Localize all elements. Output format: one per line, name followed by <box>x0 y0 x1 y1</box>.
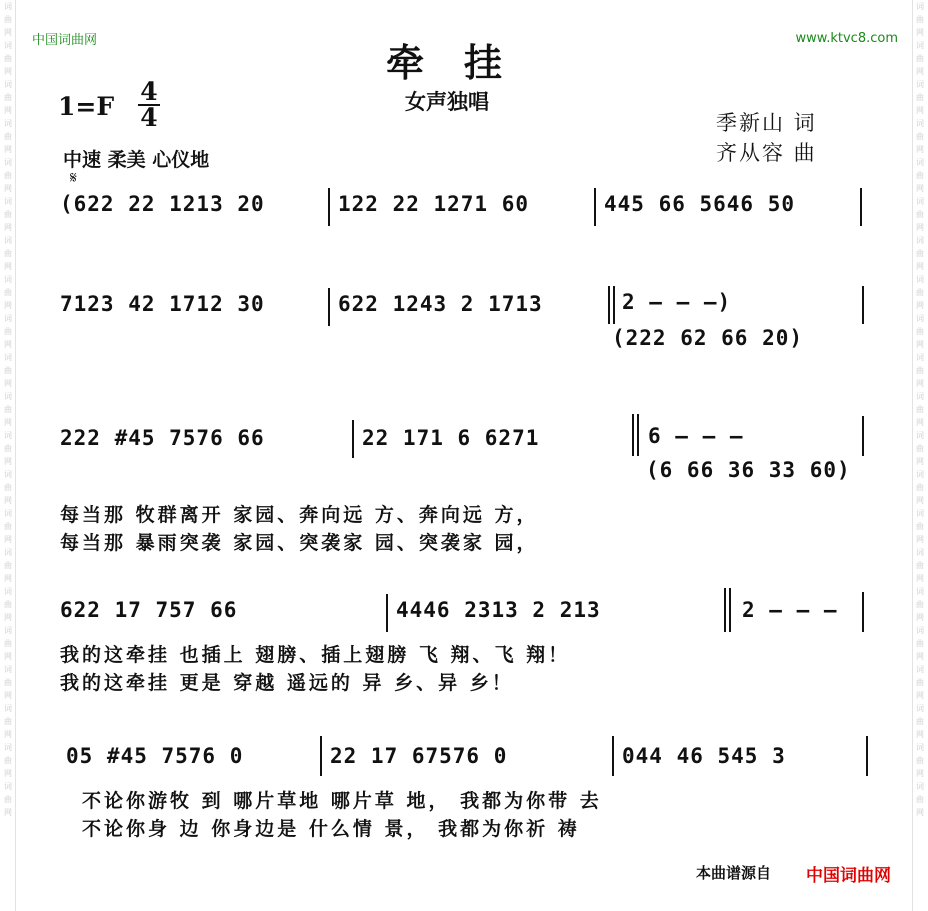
barline <box>328 188 330 226</box>
barline <box>320 736 322 776</box>
right-border-line <box>912 0 913 911</box>
line1-measure1: (622 22 1213 20 <box>60 192 265 216</box>
repeat-barline <box>613 286 615 324</box>
line2-measure2: 622 1243 2 1713 <box>338 292 543 316</box>
time-signature <box>138 77 160 132</box>
right-watermark: 词曲网词曲网词曲网词曲网词曲网词曲网词曲网词曲网词曲网词曲网词曲网词曲网词曲网词曲网词曲网词曲网词曲网词曲网词曲网词曲网词曲网 <box>916 2 924 817</box>
site-name-left[interactable]: 中国词曲网 <box>32 33 98 48</box>
barline <box>860 188 862 226</box>
repeat-barline <box>729 588 731 632</box>
line1-measure3: 445 66 5646 50 <box>604 192 796 216</box>
line3-alt-measure: (6 66 36 33 60) <box>646 458 851 482</box>
lyrics-line5-verse2: 不论你身 边 你身边是 什么情 景， 我都为你祈 祷 <box>82 818 580 840</box>
line4-measure2: 4446 2313 2 213 <box>396 598 601 622</box>
repeat-barline <box>637 414 639 456</box>
song-subtitle: 女声独唱 <box>405 90 489 114</box>
barline <box>862 416 864 456</box>
source-label: 本曲谱源自 <box>696 864 772 882</box>
line2-alt-measure: (222 62 66 20) <box>612 326 804 350</box>
barline <box>328 288 330 326</box>
lyrics-line3-verse2: 每当那 暴雨突袭 家园、突袭家 园、突袭家 园， <box>60 532 539 554</box>
lyrics-line4-verse1: 我的这牵挂 也插上 翅膀、插上翅膀 飞 翔、飞 翔！ <box>60 644 571 666</box>
repeat-barline <box>608 286 610 324</box>
line3-measure2: 22 171 6 6271 <box>362 426 540 450</box>
tempo-marking: 中速 柔美 心仪地 <box>63 149 210 171</box>
repeat-barline <box>724 588 726 632</box>
barline <box>612 736 614 776</box>
lyricist-credit: 季新山 词 <box>716 111 817 135</box>
line5-measure2: 22 17 67576 0 <box>330 744 508 768</box>
line1-measure2: 122 22 1271 60 <box>338 192 530 216</box>
barline <box>352 420 354 458</box>
repeat-barline <box>632 414 634 456</box>
line4-measure3: 2 – – – <box>742 598 838 622</box>
site-url-right[interactable]: www.ktvc8.com <box>795 31 898 46</box>
line5-measure1: 05 #45 7576 0 <box>66 744 244 768</box>
lyrics-line3-verse1: 每当那 牧群离开 家园、奔向远 方、奔向远 方， <box>60 504 539 526</box>
line3-measure1: 222 #45 7576 66 <box>60 426 265 450</box>
barline <box>862 592 864 632</box>
line2-measure1: 7123 42 1712 30 <box>60 292 265 316</box>
lyrics-line5-verse1: 不论你游牧 到 哪片草地 哪片草 地， 我都为你带 去 <box>82 790 602 812</box>
composer-credit: 齐从容 曲 <box>716 141 817 165</box>
left-watermark: 词曲网词曲网词曲网词曲网词曲网词曲网词曲网词曲网词曲网词曲网词曲网词曲网词曲网词曲网词曲网词曲网词曲网词曲网词曲网词曲网词曲网 <box>4 2 12 817</box>
time-bottom: 4 <box>138 104 160 130</box>
source-site-link[interactable]: 中国词曲网 <box>806 866 891 886</box>
barline <box>862 286 864 324</box>
barline <box>866 736 868 776</box>
barline <box>386 594 388 632</box>
segno-sign: 𝄋 <box>70 168 77 187</box>
lyrics-line4-verse2: 我的这牵挂 更是 穿越 遥远的 异 乡、异 乡！ <box>60 672 514 694</box>
left-border-line <box>15 0 16 911</box>
barline <box>594 188 596 226</box>
key-signature: 1=F <box>58 92 115 121</box>
line2-measure3: 2 – – –) <box>622 290 732 314</box>
song-title: 牵挂 <box>385 40 542 85</box>
line3-measure3: 6 – – – <box>648 424 744 448</box>
line5-measure3: 044 46 545 3 <box>622 744 786 768</box>
line4-measure1: 622 17 757 66 <box>60 598 238 622</box>
time-top: 4 <box>140 77 158 106</box>
